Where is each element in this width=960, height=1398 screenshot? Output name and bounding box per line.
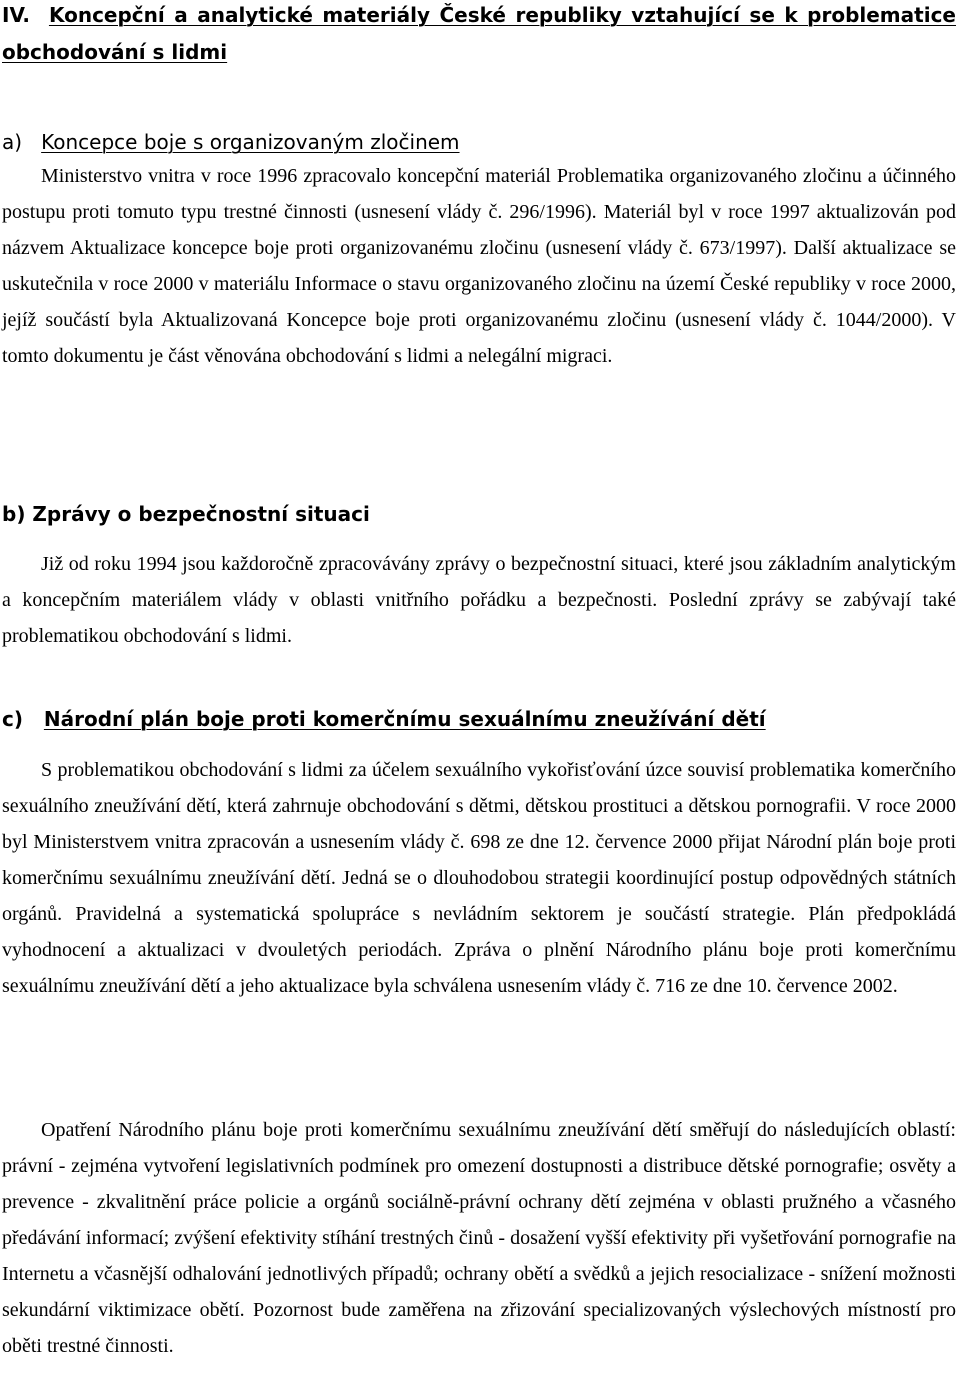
section-a-label: a) — [2, 130, 23, 154]
title-number: IV. — [2, 3, 30, 27]
section-a-title: Koncepce boje s organizovaným zločinem — [41, 130, 460, 154]
section-c-title: Národní plán boje proti komerčnímu sexuálnímu zneužívání dětí — [43, 707, 766, 731]
section-c-heading — [2, 704, 956, 734]
document-title — [2, 0, 956, 71]
section-c-paragraph-1: S problematikou obchodování s lidmi za účelem sexuálního vykořisťování úzce souvisí problematika komerčního sexuálního zneužívání dětí, která zahrnuje obchodování s dětmi, dětskou prostituci a dětskou pornografii. V roce 2000 byl Ministerstvem vnitra zpracován a usnesením vlády č. 698 ze dne 12. července 2000 přijat Národní plán boje proti komerčnímu sexuálnímu zneužívání dětí. Jedná se o dlouhodobou strategii koordinující postup odpovědných státních orgánů. Pravidelná a systematická spolupráce s nevládním sektorem je součástí strategie. Plán předpokládá vyhodnocení a aktualizaci v dvouletých periodách. Zpráva o plnění Národního plánu boje proti komerčnímu sexuálnímu zneužívání dětí a jeho aktualizace byla schválena usnesením vlády č. 716 ze dne 10. července 2002. — [2, 759, 956, 997]
section-a-heading — [2, 127, 956, 157]
section-c-paragraph-2: Opatření Národního plánu boje proti komerčnímu sexuálnímu zneužívání dětí směřují do následujících oblastí: právní - zejména vytvoření legislativních podmínek pro omezení dostupnosti a distribuce dětské pornografie; osvěty a prevence - zkvalitnění práce policie a orgánů sociálně-právní ochrany dětí zejména v oblasti pružného a včasného předávání informací; zvýšení efektivity stíhání trestných činů - dosažení vyšší efektivity při vyšetřování pornografie na Internetu a včasnější odhalování jednotlivých případů; ochrany obětí a svědků a jejich resocializace - snížení možnosti sekundární viktimizace obětí. Pozornost bude zaměřena na zřizování specializovaných výslechových místností pro oběti trestné činnosti. — [2, 1119, 956, 1357]
section-b-paragraph: Již od roku 1994 jsou každoročně zpracovávány zprávy o bezpečnostní situaci, které jsou základním analytickým a koncepčním materiálem vlády v oblasti vnitřního pořádku a bezpečnosti. Poslední zprávy se zabývají také problematikou obchodování s lidmi. — [2, 553, 956, 647]
title-text: Koncepční a analytické materiály České republiky vztahující se k problematice obchodování s lidmi — [2, 3, 956, 64]
section-b-heading: b) Zprávy o bezpečnostní situaci — [2, 502, 370, 526]
section-c-label: c) — [2, 707, 23, 731]
section-a-paragraph: Ministerstvo vnitra v roce 1996 zpracovalo koncepční materiál Problematika organizovaného zločinu a účinného postupu proti tomuto typu trestné činnosti (usnesení vlády č. 296/1996). Materiál byl v roce 1997 aktualizován pod názvem Aktualizace koncepce boje proti organizovanému zločinu (usnesení vlády č. 673/1997). Další aktualizace se uskutečnila v roce 2000 v materiálu Informace o stavu organizovaného zločinu na území České republiky v roce 2000, jejíž součástí byla Aktualizovaná Koncepce boje proti organizovanému zločinu (usnesení vlády č. 1044/2000). V tomto dokumentu je část věnována obchodování s lidmi a nelegální migraci. — [2, 165, 956, 367]
